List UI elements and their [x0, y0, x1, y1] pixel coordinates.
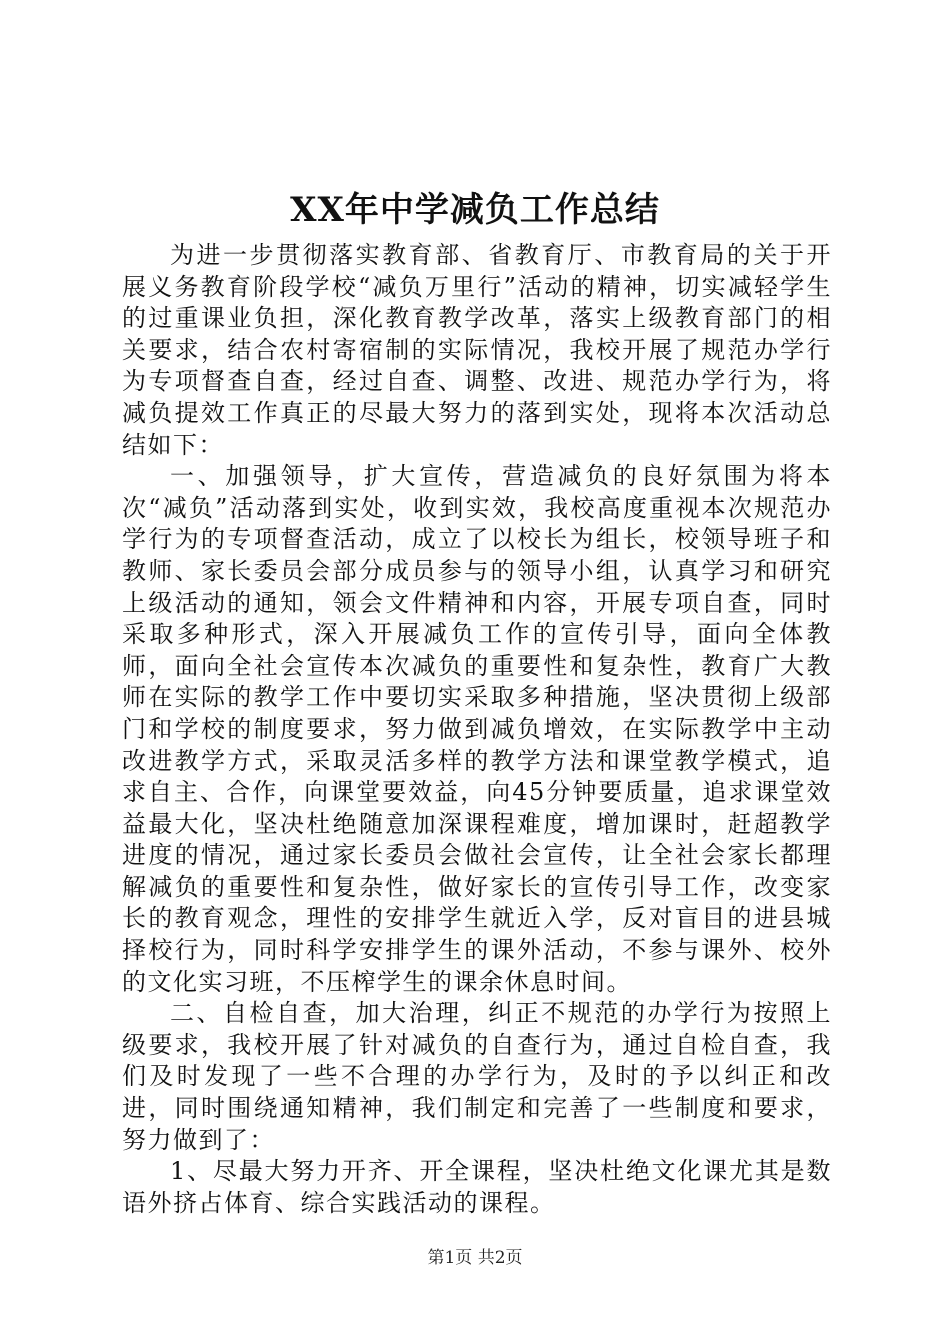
document-body	[122, 240, 832, 1219]
page-footer: 第1页 共2页	[427, 1248, 523, 1268]
paragraph-intro: 为进一步贯彻落实教育部、省教育厅、市教育局的关于开展义务教育阶段学校“减负万里行”活动的精神，切实减轻学生的过重课业负担，深化教育教学改革，落实上级教育部门的相关要求，结合农村寄宿制的实际情况，我校开展了规范办学行为专项督查自查，经过自查、调整、改进、规范办学行为，将减负提效工作真正的尽最大努力的落到实处，现将本次活动总结如下：	[122, 241, 832, 459]
document-title: XX年中学减负工作总结	[290, 190, 660, 230]
paragraph-section-one: 一、加强领导，扩大宣传，营造减负的良好氛围为将本次“减负”活动落到实处，收到实效，我校高度重视本次规范办学行为的专项督查活动，成立了以校长为组长，校领导班子和教师、家长委员会部分成员参与的领导小组，认真学习和研究上级活动的通知，领会文件精神和内容，开展专项自查，同时采取多种形式，深入开展减负工作的宣传引导，面向全体教师，面向全社会宣传本次减负的重要性和复杂性，教育广大教师在实际的教学工作中要切实采取多种措施，坚决贯彻上级部门和学校的制度要求，努力做到减负增效，在实际教学中主动改进教学方式，采取灵活多样的教学方法和课堂教学模式，追求自主、合作，向课堂要效益，向45分钟要质量，追求课堂效益最大化，坚决杜绝随意加深课程难度，增加课时，赶超教学进度的情况，通过家长委员会做社会宣传，让全社会家长都理解减负的重要性和复杂性，做好家长的宣传引导工作，改变家长的教育观念，理性的安排学生就近入学，反对盲目的进县城择校行为，同时科学安排学生的课外活动，不参与课外、校外的文化实习班，不压榨学生的课余休息时间。	[122, 462, 832, 996]
paragraph-item-one: 1、尽最大努力开齐、开全课程，坚决杜绝文化课尤其是数语外挤占体育、综合实践活动的课程。	[122, 1157, 832, 1217]
paragraph-section-two: 二、自检自查，加大治理，纠正不规范的办学行为按照上级要求，我校开展了针对减负的自查行为，通过自检自查，我们及时发现了一些不合理的办学行为，及时的予以纠正和改进，同时围绕通知精神，我们制定和完善了一些制度和要求，努力做到了：	[122, 999, 832, 1154]
